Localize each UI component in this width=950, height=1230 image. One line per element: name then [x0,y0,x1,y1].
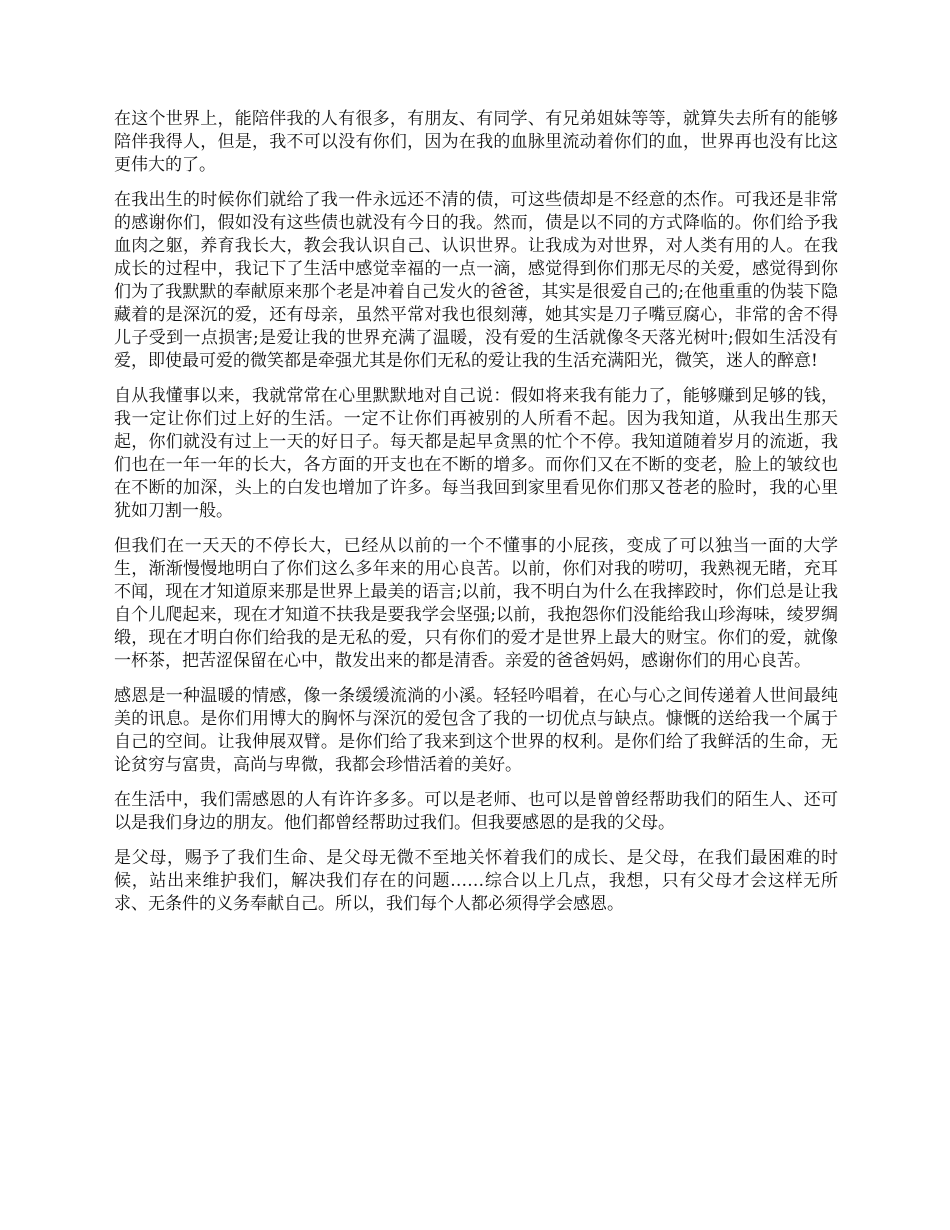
paragraph-1: 在这个世界上，能陪伴我的人有很多，有朋友、有同学、有兄弟姐妹等等，就算失去所有的能够陪伴我得人，但是，我不可以没有你们，因为在我的血脉里流动着你们的血，世界再也没有比这更伟大的了。 [114,109,838,175]
paragraph-5: 感恩是一种温暖的情感，像一条缓缓流淌的小溪。轻轻吟唱着，在心与心之间传递着人世间最纯美的讯息。是你们用博大的胸怀与深沉的爱包含了我的一切优点与缺点。慷慨的送给我一个属于自己的空间。让我伸展双臂。是你们给了我来到这个世界的权利。是你们给了我鲜活的生命，无论贫穷与富贵，高尚与卑微，我都会珍惜活着的美好。 [114,686,838,775]
paragraph-7: 是父母，赐予了我们生命、是父母无微不至地关怀着我们的成长、是父母，在我们最困难的时候，站出来维护我们，解决我们存在的问题……综合以上几点，我想，只有父母才会这样无所求、无条件的义务奉献自己。所以，我们每个人都必须得学会感恩。 [114,848,838,914]
paragraph-6: 在生活中，我们需感恩的人有许许多多。可以是老师、也可以是曾曾经帮助我们的陌生人、还可以是我们身边的朋友。他们都曾经帮助过我们。但我要感恩的是我的父母。 [114,790,838,833]
paragraph-4: 但我们在一天天的不停长大，已经从以前的一个不懂事的小屁孩，变成了可以独当一面的大学生，渐渐慢慢地明白了你们这么多年来的用心良苦。以前，你们对我的唠叨，我熟视无睹，充耳不闻，现在才知道原来那是世界上最美的语言;以前，我不明白为什么在我摔跤时，你们总是让我自个儿爬起来，现在才知道不扶我是要我学会坚强;以前，我抱怨你们没能给我山珍海味，绫罗绸缎，现在才明白你们给我的是无私的爱，只有你们的爱才是世界上最大的财宝。你们的爱，就像一杯茶，把苦涩保留在心中，散发出来的都是清香。亲爱的爸爸妈妈，感谢你们的用心良苦。 [114,536,838,671]
paragraph-2: 在我出生的时候你们就给了我一件永远还不清的债，可这些债却是不经意的杰作。可我还是非常的感谢你们，假如没有这些债也就没有今日的我。然而，债是以不同的方式降临的。你们给予我血肉之躯，养育我长大，教会我认识自己、认识世界。让我成为对世界，对人类有用的人。在我成长的过程中，我记下了生活中感觉幸福的一点一滴，感觉得到你们那无尽的关爱，感觉得到你们为了我默默的奉献原来那个老是冲着自己发火的爸爸，其实是很爱自己的;在他重重的伪装下隐藏着的是深沉的爱，还有母亲，虽然平常对我也很刻薄，她其实是刀子嘴豆腐心，非常的舍不得儿子受到一点损害;是爱让我的世界充满了温暖，没有爱的生活就像冬天落光树叶;假如生活没有爱，即使最可爱的微笑都是牵强尤其是你们无私的爱让我的生活充满阳光，微笑，迷人的醉意! [114,190,838,371]
document-page [114,108,838,928]
paragraph-3: 自从我懂事以来，我就常常在心里默默地对自己说：假如将来我有能力了，能够赚到足够的钱，我一定让你们过上好的生活。一定不让你们再被别的人所看不起。因为我知道，从我出生那天起，你们就没有过上一天的好日子。每天都是起早贪黑的忙个不停。我知道随着岁月的流逝，我们也在一年一年的长大，各方面的开支也在不断的增多。而你们又在不断的变老，脸上的皱纹也在不断的加深，头上的白发也增加了许多。每当我回到家里看见你们那又苍老的脸时，我的心里犹如刀割一般。 [114,386,838,521]
